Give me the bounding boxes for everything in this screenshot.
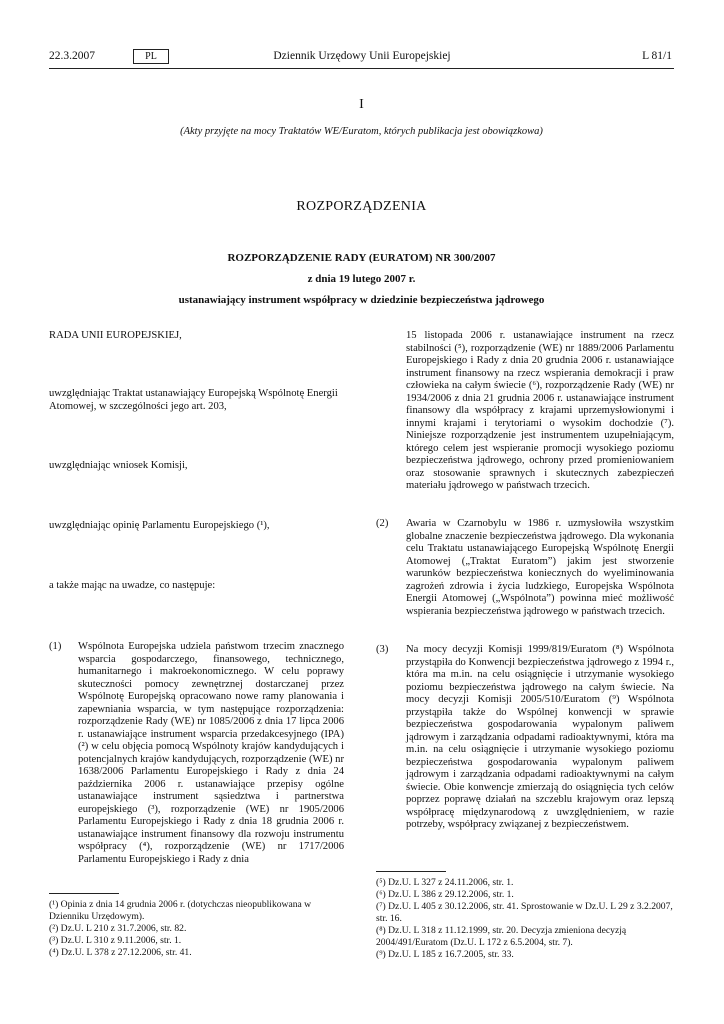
footnote: (⁵) Dz.U. L 327 z 24.11.2006, str. 1.	[376, 877, 514, 888]
header-rule	[49, 68, 674, 69]
journal-title: Dziennik Urzędowy Unii Europejskiej	[273, 50, 451, 62]
preamble-opinion: uwzględniając opinię Parlamentu Europejskiego (¹),	[49, 520, 270, 531]
footnote: (⁷) Dz.U. L 405 z 30.12.2006, str. 41. Sprostowanie w Dz.U. L 29 z 3.2.2007, str. 16.	[376, 901, 673, 924]
footnote: (²) Dz.U. L 210 z 31.7.2006, str. 82.	[49, 923, 187, 934]
header-date: 22.3.2007	[49, 50, 95, 62]
recital-number: (1)	[49, 641, 62, 652]
footnote-rule	[49, 893, 119, 894]
page-number: L 81/1	[642, 50, 672, 62]
part-note: (Akty przyjęte na mocy Traktatów WE/Euratom, których publikacja jest obowiązkowa)	[180, 126, 543, 137]
section-title: ROZPORZĄDZENIA	[296, 199, 427, 214]
footnote: (¹) Opinia z dnia 14 grudnia 2006 r. (dotychczas nieopublikowana w Dzienniku Urzędowym).	[49, 899, 312, 922]
recital-number: (3)	[376, 644, 389, 655]
recital-text: Awaria w Czarnobylu w 1986 r. uzmysłowiła wszystkim globalne znaczenie bezpieczeństwa jądrowego. Dla wykonania celu Traktatu ustanawiającego Europejską Wspólnotę Energii Atomowej („Traktat Euratom”) jakim jest stworzenie warunków bezpieczeństwa koniecznych do wyeliminowania zagrożeń zdrowia i życia ludzkiego, Europejska Wspólnota Energii Atomowej („Wspólnota”) powinna mieć możliwość wspierania bezpieczeństwa jądrowego w państwach trzecich.	[406, 518, 674, 617]
language-badge: PL	[133, 49, 169, 64]
footnote: (⁹) Dz.U. L 185 z 16.7.2005, str. 33.	[376, 949, 514, 960]
footnote-rule	[376, 871, 446, 872]
footnote: (⁸) Dz.U. L 318 z 11.12.1999, str. 20. Decyzja zmieniona decyzją 2004/491/Euratom (Dz.U. L 172 z 6.5.2004, str. 7).	[376, 925, 627, 948]
recital-text: Wspólnota Europejska udziela państwom trzecim znacznego wsparcia gospodarczego, finansowego, technicznego, humanitarnego i makroekonomicznego. W celu poprawy skuteczności pomocy zewnętrznej dostarczanej przez Wspólnotę Europejską opracowano nowe ramy planowania i zapewniania wsparcia, w tym następujące rozporządzenia: rozporządzenie Rady (WE) nr 1085/2006 z dnia 17 lipca 2006 r. ustanawiające instrument wsparcia przedakcesyjnego (IPA) (²) w celu objęcia pomocą Wspólnoty krajów kandydujących i potencjalnych krajów kandydujących, rozporządzenie (WE) nr 1638/2006 Parlamentu Europejskiego i Rady z dnia 24 października 2006 r. ustanawiające przepisy ogólne ustanawiające instrument sąsiedztwa i partnerstwa europejskiego (³), rozporządzenie (WE) nr 1905/2006 Parlamentu Europejskiego i Rady z dnia 18 grudnia 2006 r. ustanawiające instrument finansowy dla rozwoju instrumentu współpracy (⁴), rozporządzenie (WE) nr 1717/2006 Parlamentu Europejskiego i Rady z dnia	[78, 641, 344, 865]
recital-number: (2)	[376, 518, 389, 529]
regulation-subject: ustanawiający instrument współpracy w dziedzinie bezpieczeństwa jądrowego	[178, 294, 545, 306]
preamble-council: RADA UNII EUROPEJSKIEJ,	[49, 330, 182, 341]
footnote: (³) Dz.U. L 310 z 9.11.2006, str. 1.	[49, 935, 182, 946]
regulation-date: z dnia 19 lutego 2007 r.	[307, 273, 416, 285]
recital-continuation-text: 15 listopada 2006 r. ustanawiające instrument na rzecz stabilności (⁵), rozporządzenie (WE) nr 1889/2006 Parlamentu Europejskiego i Rady z dnia 20 grudnia 2006 r. ustanawiające instrument finansowy na rzecz wspierania demokracji i praw człowieka na całym świecie (⁶), rozporządzenie Rady (WE) nr 1934/2006 z dnia 21 grudnia 2006 r. ustanawiające instrument finansowy dla współpracy z krajami uprzemysłowionymi i innymi krajami i terytoriami o wysokim dochodzie (⁷). Niniejsze rozporządzenie jest instrumentem uzupełniającym, którego celem jest wspieranie promocji wysokiego poziomu bezpieczeństwa jądrowego, ochrony przed promieniowaniem oraz stosowanie sprawnych i skutecznych zabezpieczeń materiału jądrowego w państwach trzecich.	[406, 330, 674, 491]
footnote: (⁶) Dz.U. L 386 z 29.12.2006, str. 1.	[376, 889, 514, 900]
preamble-treaty: uwzględniając Traktat ustanawiający Europejską Wspólnotę Energii Atomowej, w szczególności jego art. 203,	[49, 388, 338, 412]
regulation-title: ROZPORZĄDZENIE RADY (EURATOM) NR 300/2007	[227, 252, 496, 264]
preamble-proposal: uwzględniając wniosek Komisji,	[49, 460, 188, 471]
recital-text: Na mocy decyzji Komisji 1999/819/Euratom (⁸) Wspólnota przystąpiła do Konwencji bezpieczeństwa jądrowego z 1994 r., która ma m.in. na celu osiągnięcie i utrzymanie wysokiego poziomu bezpieczeństwa jądrowego na całym świecie. Na mocy decyzji Komisji 2005/510/Euratom (⁹) Wspólnota przystąpiła także do Wspólnej konwencji w sprawie bezpieczeństwa gospodarowania wypalonym paliwem jądrowym i zarządzania odpadami radioaktywnymi, która ma m.in. na celu osiągnięcie i utrzymanie wysokiego poziomu bezpieczeństwa gospodarowania wypalonym paliwem jądrowym i zarządzania odpadami radioaktywnymi na całym świecie. Obie konwencje zmierzają do osiągnięcia tych celów poprzez poprawę działań na szczeblu krajowym oraz lepszą współpracę międzynarodową z uwzględnieniem, w razie potrzeby, współpracy związanej z bezpieczeństwem.	[406, 644, 674, 830]
preamble-whereas: a także mając na uwadze, co następuje:	[49, 580, 216, 591]
part-number: I	[359, 97, 364, 112]
footnote: (⁴) Dz.U. L 378 z 27.12.2006, str. 41.	[49, 947, 192, 958]
